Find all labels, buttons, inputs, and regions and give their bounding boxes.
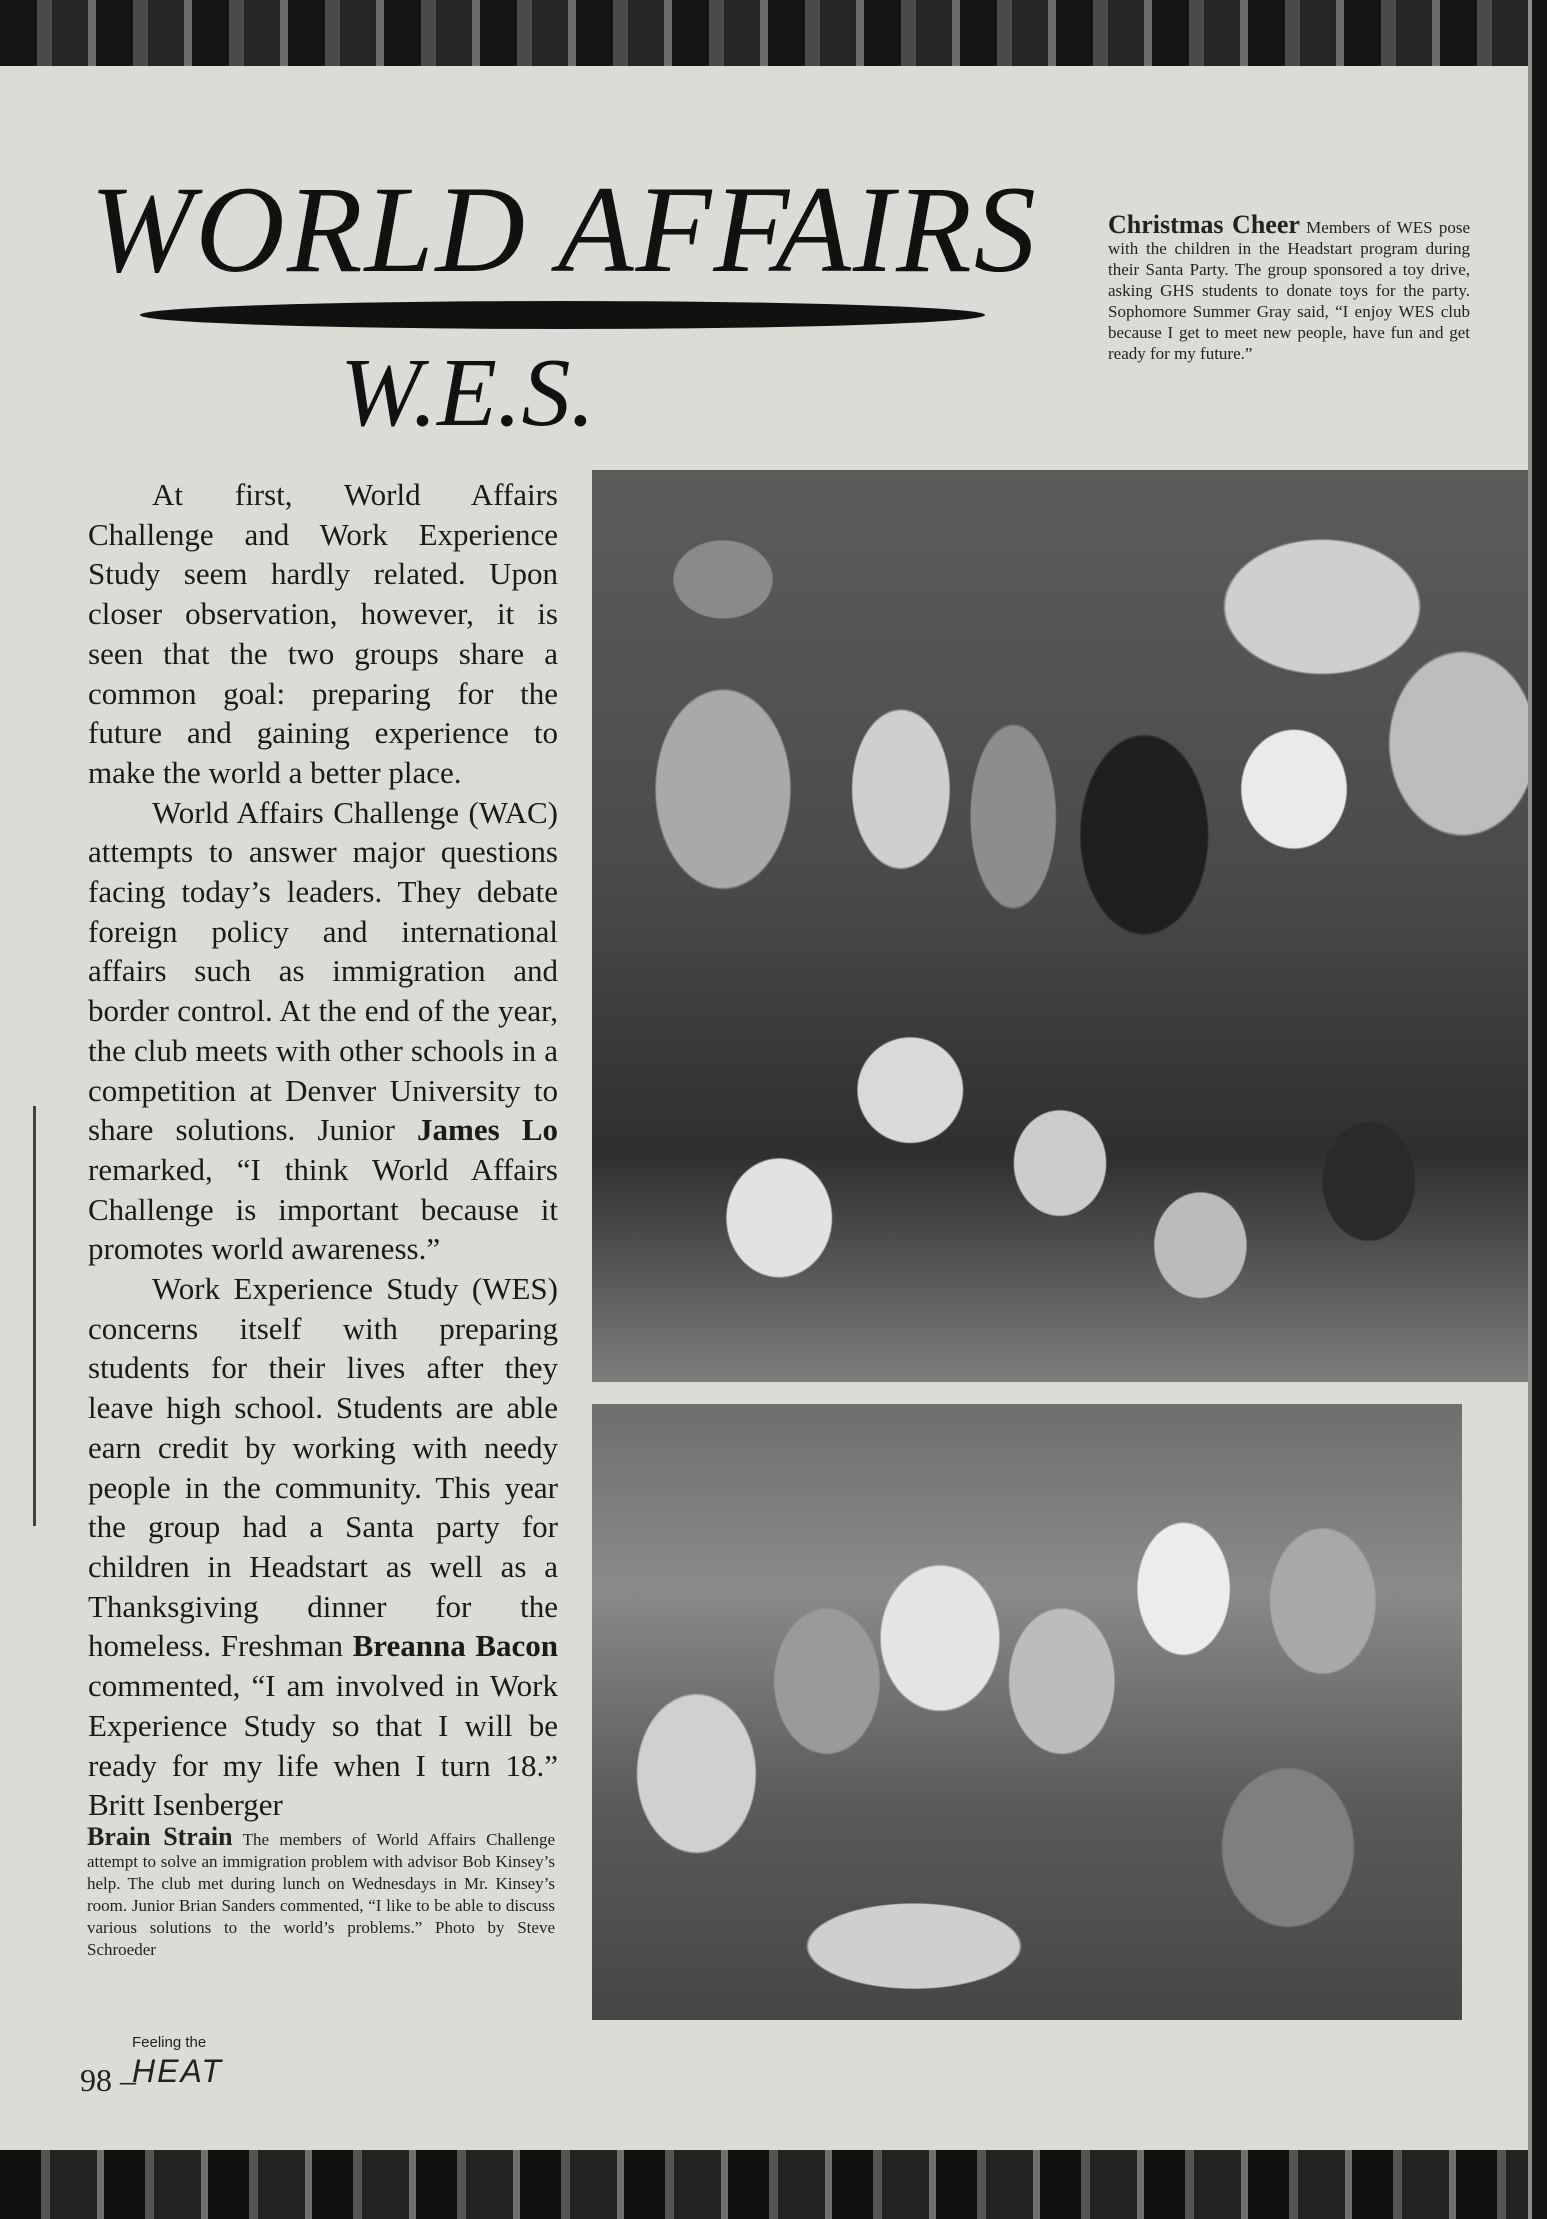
article-paragraph [88, 1269, 558, 1825]
margin-line [33, 1106, 36, 1526]
title-rule [140, 301, 985, 329]
folio-tagline: Feeling the [132, 2034, 207, 2051]
photo-caption-bottom [87, 1822, 555, 1961]
page-folio [80, 2034, 280, 2100]
page-subtitle: W.E.S. [340, 339, 596, 447]
article-paragraph: At first, World Affairs Challenge and Work Experience Study seem hardly related. Upon closer observation, however, it is seen that the two groups share a common goal: preparing for the future and gaining experience to make the world a better place. [88, 477, 558, 790]
santa-party-photo [592, 470, 1528, 1382]
student-name: James Lo [417, 1112, 559, 1148]
caption-headline: Brain Strain [87, 1822, 233, 1851]
club-meeting-photo [592, 1404, 1462, 2020]
page-title: WORLD AFFAIRS [90, 161, 1038, 298]
article-paragraph [88, 793, 558, 1269]
article-body [88, 475, 558, 1825]
paragraph-text: Work Experience Study (WES) concerns itself with preparing students for their lives after they leave high school. Students are able earn credit by working with needy people in the community. This year the group had a Santa party for children in Headstart as well as a Thanksgiving dinner for the homeless. Freshman [88, 1271, 558, 1664]
heat-logo: HEAT [132, 2053, 223, 2089]
scan-edge-right [1528, 0, 1547, 2219]
student-name: Breanna Bacon [352, 1628, 559, 1664]
caption-text: The members of World Affairs Challenge attempt to solve an immigration problem with advisor Bob Kinsey’s help. The club met during lunch on Wednesdays in Mr. Kinsey’s room. Junior Brian Sanders commented, “I like to be able to discuss various solutions to the world’s problems.” Photo by Steve Schroeder [87, 1830, 555, 1959]
paragraph-text: World Affairs Challenge (WAC) attempts to answer major questions facing today’s leaders. They debate foreign policy and international affairs such as immigration and border control. At the end of the year, the club meets with other schools in a competition at Denver University to share solutions. Junior [88, 794, 558, 1148]
photo-caption-top [1108, 210, 1470, 364]
page-number: 98 – [80, 2062, 136, 2098]
scan-edge-bottom [0, 2150, 1547, 2219]
caption-text: Members of WES pose with the children in the Headstart program during their Santa Party. The group sponsored a toy drive, asking GHS students to donate toys for the party. Sophomore Summer Gray said, “I enjoy WES club because I get to meet new people, have fun and get ready for my future.” [1108, 218, 1470, 363]
paragraph-text: remarked, “I think World Affairs Challenge is important because it promotes world awareness.” [88, 1151, 558, 1267]
scan-edge-top [0, 0, 1547, 66]
paragraph-text: commented, “I am involved in Work Experience Study so that I will be ready for my life when I turn 18.” Britt Isenberger [88, 1668, 558, 1823]
caption-headline: Christmas Cheer [1108, 210, 1300, 239]
